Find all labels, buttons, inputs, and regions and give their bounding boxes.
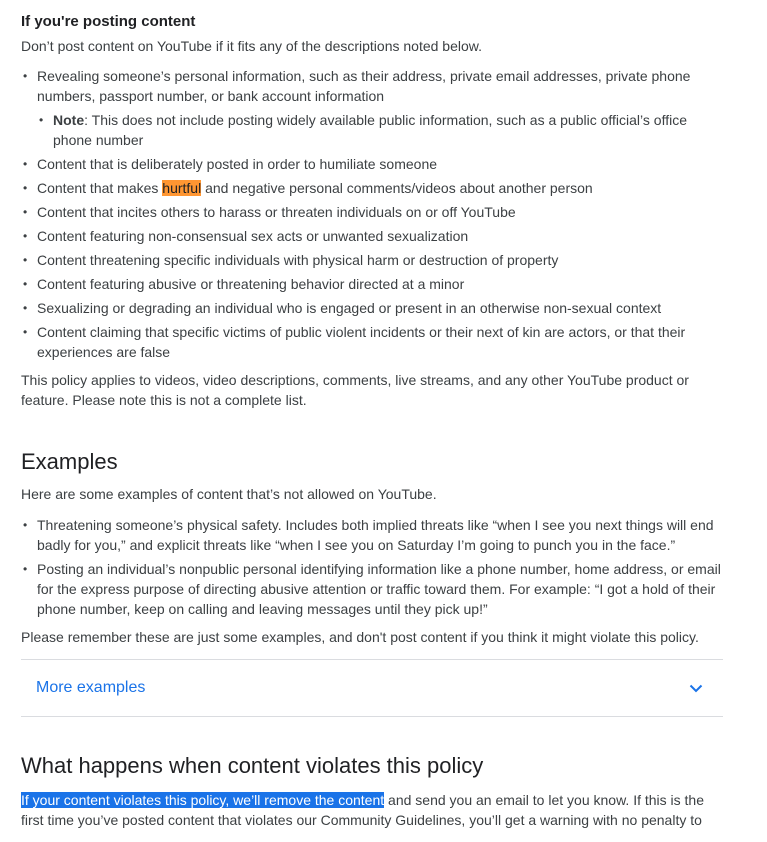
violation-heading: What happens when content violates this policy bbox=[21, 753, 484, 778]
list-item: • Posting an individual’s nonpublic personal identifying information like a phone number, home address, or email for the express purpose of directing abusive attention or traffic toward them. For example: “I got a hold of their phone number, keep on calling and leaving messages until they pick up!” bbox=[21, 559, 723, 619]
note-label: Note bbox=[53, 112, 85, 128]
chevron-down-icon[interactable] bbox=[689, 684, 703, 693]
list-item: • Threatening someone’s physical safety. Includes both implied threats like “when I see you next things will end badly for you,” and explicit threats like “when I see you on Saturday I’m going to punch you in the face.” bbox=[21, 515, 723, 555]
selected-text[interactable]: If your content violates this policy, we’ll remove the content bbox=[21, 792, 385, 808]
list-item bbox=[21, 66, 723, 150]
list-item bbox=[21, 178, 723, 198]
more-examples-expander[interactable] bbox=[21, 660, 723, 716]
violation-text bbox=[21, 790, 723, 830]
list-item: • Content featuring abusive or threatening behavior directed at a minor bbox=[21, 274, 723, 294]
list-item: • Content claiming that specific victims of public violent incidents or their next of kin are actors, or that their experiences are false bbox=[21, 322, 723, 362]
posting-intro: Don’t post content on YouTube if it fits any of the descriptions noted below. bbox=[21, 38, 483, 54]
list-item: • Sexualizing or degrading an individual who is engaged or present in an otherwise non-sexual context bbox=[21, 298, 723, 318]
violation-rest: and send you an email to let you know. If this is the first time you’ve posted content that violates our Community Guidelines, you’ll get a warning with no penalty to bbox=[21, 792, 704, 828]
examples-intro: Here are some examples of content that’s not allowed on YouTube. bbox=[21, 486, 437, 502]
list-item-text: Revealing someone’s personal information, such as their address, private email addresses, private phone numbers, passport number, or bank account information bbox=[37, 68, 691, 104]
examples-list bbox=[21, 515, 723, 619]
list-item: • Content that is deliberately posted in order to humiliate someone bbox=[21, 154, 723, 174]
list-item: • Content that incites others to harass or threaten individuals on or off YouTube bbox=[21, 202, 723, 222]
list-item: • Content threatening specific individuals with physical harm or destruction of property bbox=[21, 250, 723, 270]
note-text: : This does not include posting widely available public information, such as a public official’s office phone number bbox=[53, 112, 687, 148]
list-item-text: Content that makes bbox=[37, 180, 163, 196]
more-examples-label: More examples bbox=[36, 679, 146, 696]
search-highlight: hurtful bbox=[162, 180, 202, 196]
examples-reminder: Please remember these are just some examples, and don't post content if you think it might violate this policy. bbox=[21, 629, 699, 645]
examples-heading: Examples bbox=[21, 449, 118, 474]
list-item: • Content featuring non-consensual sex acts or unwanted sexualization bbox=[21, 226, 723, 246]
divider bbox=[21, 716, 723, 717]
note-item bbox=[37, 110, 723, 150]
policy-note: This policy applies to videos, video descriptions, comments, live streams, and any other YouTube product or feature. Please note this is not a complete list. bbox=[21, 372, 689, 408]
posting-list bbox=[21, 66, 723, 362]
nested-list bbox=[37, 110, 723, 150]
list-item-text: and negative personal comments/videos about another person bbox=[201, 180, 593, 196]
posting-heading: If you're posting content bbox=[21, 13, 196, 30]
